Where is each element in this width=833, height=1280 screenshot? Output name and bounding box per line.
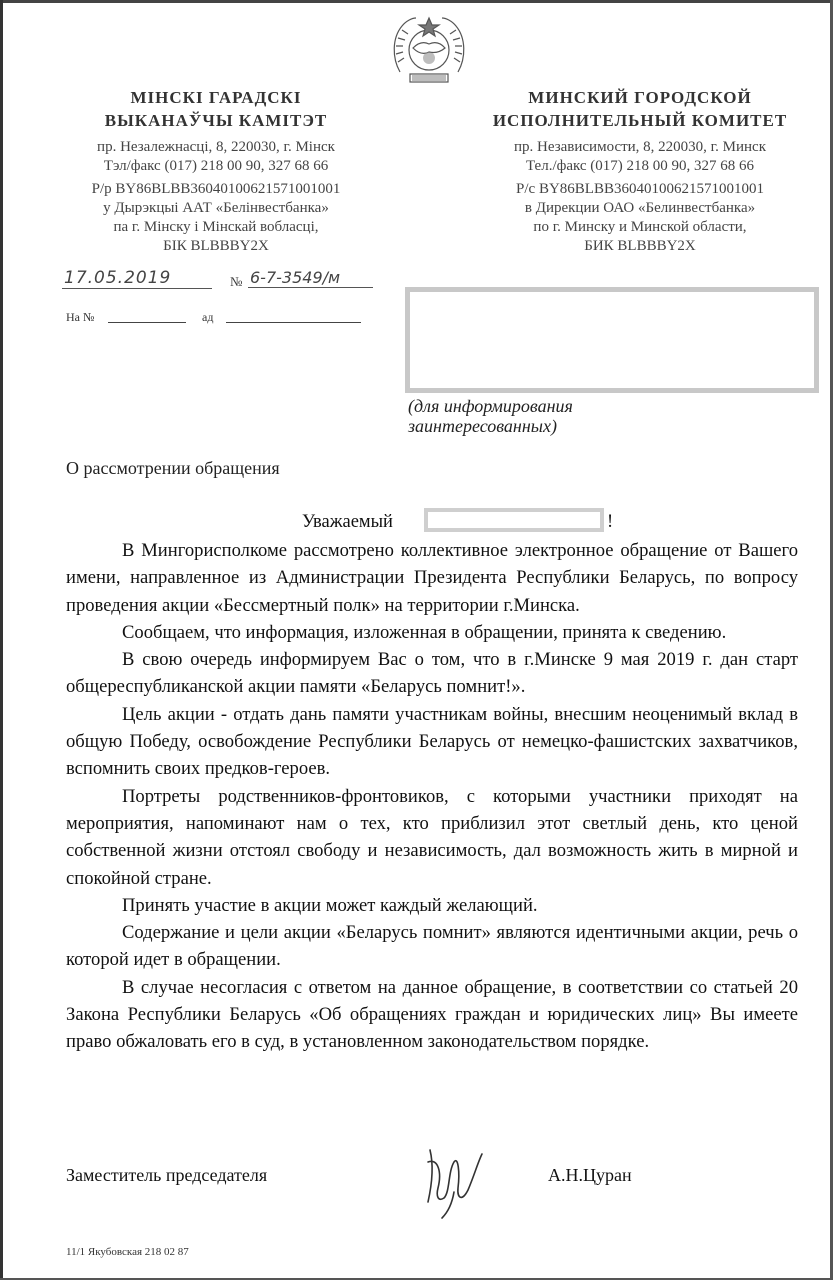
number-label: №	[230, 274, 243, 289]
body-paragraph: Портреты родственников-фронтовиков, с которыми участники приходят на мероприятия, напоминают нам о тех, кто приблизил этот светлый день, кто ценой собственной жизни отстоял свободу и независимость, дал возможность жить в мирной и спокойной стране.	[66, 785, 798, 889]
outgoing-number: 6-7-3549/м	[248, 268, 373, 288]
subject-line: О рассмотрении обращения	[66, 458, 280, 478]
scan-edge-left	[0, 0, 3, 1280]
signatory-title: Заместитель председателя	[66, 1165, 268, 1185]
registration-line	[62, 268, 382, 298]
body-paragraph: В свою очередь информируем Вас о том, что в г.Минске 9 мая 2019 г. дан старт общереспубликанской акции памяти «Беларусь помнит!».	[66, 649, 798, 698]
phone: Тел./факс (017) 218 00 90, 327 68 66	[525, 158, 755, 174]
org-name-line1: МИНСКИЙ ГОРОДСКОЙ	[528, 88, 752, 107]
bik: БІК BLBBBY2X	[163, 238, 269, 254]
body-paragraph: В Мингорисполкоме рассмотрено коллективное электронное обращение от Вашего имени, направленное из Администрации Президента Республики Беларусь, по вопросу проведения акции «Бессмертный полк» на территории г.Минска.	[66, 540, 798, 616]
recipient-note-line2: заинтересованных)	[408, 416, 557, 436]
na-label: На №	[66, 310, 95, 324]
letter-body	[66, 537, 798, 1056]
bank-line2: па г. Мінску і Мінскай вобласці,	[113, 219, 319, 235]
bank-line2: по г. Минску и Минской области,	[533, 219, 747, 235]
recipient-note-line1: (для информирования	[408, 396, 573, 416]
org-name-line2: ИСПОЛНИТЕЛЬНЫЙ КОМИТЕТ	[492, 111, 788, 130]
body-paragraph: Цель акции - отдать дань памяти участникам войны, внесшим неоценимый вклад в общую Победу, освобождение Республики Беларусь от немецко-фашистских захватчиков, вспомнить своих предков-героев.	[66, 703, 798, 780]
org-name-line2: ВЫКАНАЎЧЫ КАМІТЭТ	[104, 111, 328, 130]
belarus-state-emblem-icon	[386, 10, 472, 88]
handwritten-signature-icon	[408, 1132, 498, 1222]
scan-edge-top	[0, 0, 833, 3]
body-paragraph: В случае несогласия с ответом на данное обращение, в соответствии со статьей 20 Закона Республики Беларусь «Об обращениях граждан и юридических лиц» Вы имеете право обжаловать его в суд, в установленном законодательством порядке.	[66, 976, 798, 1053]
bank-line1: у Дырэкцыі ААТ «Белінвестбанка»	[103, 200, 329, 216]
na-blank	[108, 322, 186, 323]
header-left-belarusian	[56, 86, 376, 256]
body-paragraph: Принять участие в акции может каждый желающий.	[122, 894, 538, 916]
recipient-note	[408, 396, 708, 436]
body-paragraph: Содержание и цели акции «Беларусь помнит» являются идентичными акции, речь о которой идет в обращении.	[66, 922, 798, 971]
bik: БИК BLBBBY2X	[584, 238, 696, 254]
address: пр. Независимости, 8, 220030, г. Минск	[514, 139, 766, 155]
signatory-name: А.Н.Цуран	[548, 1165, 632, 1185]
address: пр. Незалежнасці, 8, 220030, г. Мінск	[97, 139, 335, 155]
greeting-exclamation: !	[607, 512, 614, 532]
reference-line	[66, 308, 366, 328]
bank-line1: в Дирекции ОАО «Белинвестбанка»	[524, 200, 756, 216]
bank-account: Р/р BY86BLBB36040100621571001001	[91, 181, 341, 197]
ad-label: ад	[202, 310, 214, 324]
bank-account: Р/с BY86BLBB36040100621571001001	[516, 181, 764, 197]
recipient-redaction	[405, 287, 819, 393]
body-paragraph: Сообщаем, что информация, изложенная в обращении, принята к сведению.	[122, 621, 727, 643]
header-right-russian	[470, 86, 810, 256]
greeting-salutation: Уважаемый	[302, 512, 393, 532]
org-name-line1: МІНСКІ ГАРАДСКІ	[130, 88, 302, 107]
executor-note: 11/1 Якубовская 218 02 87	[66, 1246, 189, 1258]
ad-blank	[226, 322, 361, 323]
outgoing-date: 17.05.2019	[62, 268, 212, 289]
phone: Тэл/факс (017) 218 00 90, 327 68 66	[103, 158, 329, 174]
name-redaction	[424, 508, 604, 532]
